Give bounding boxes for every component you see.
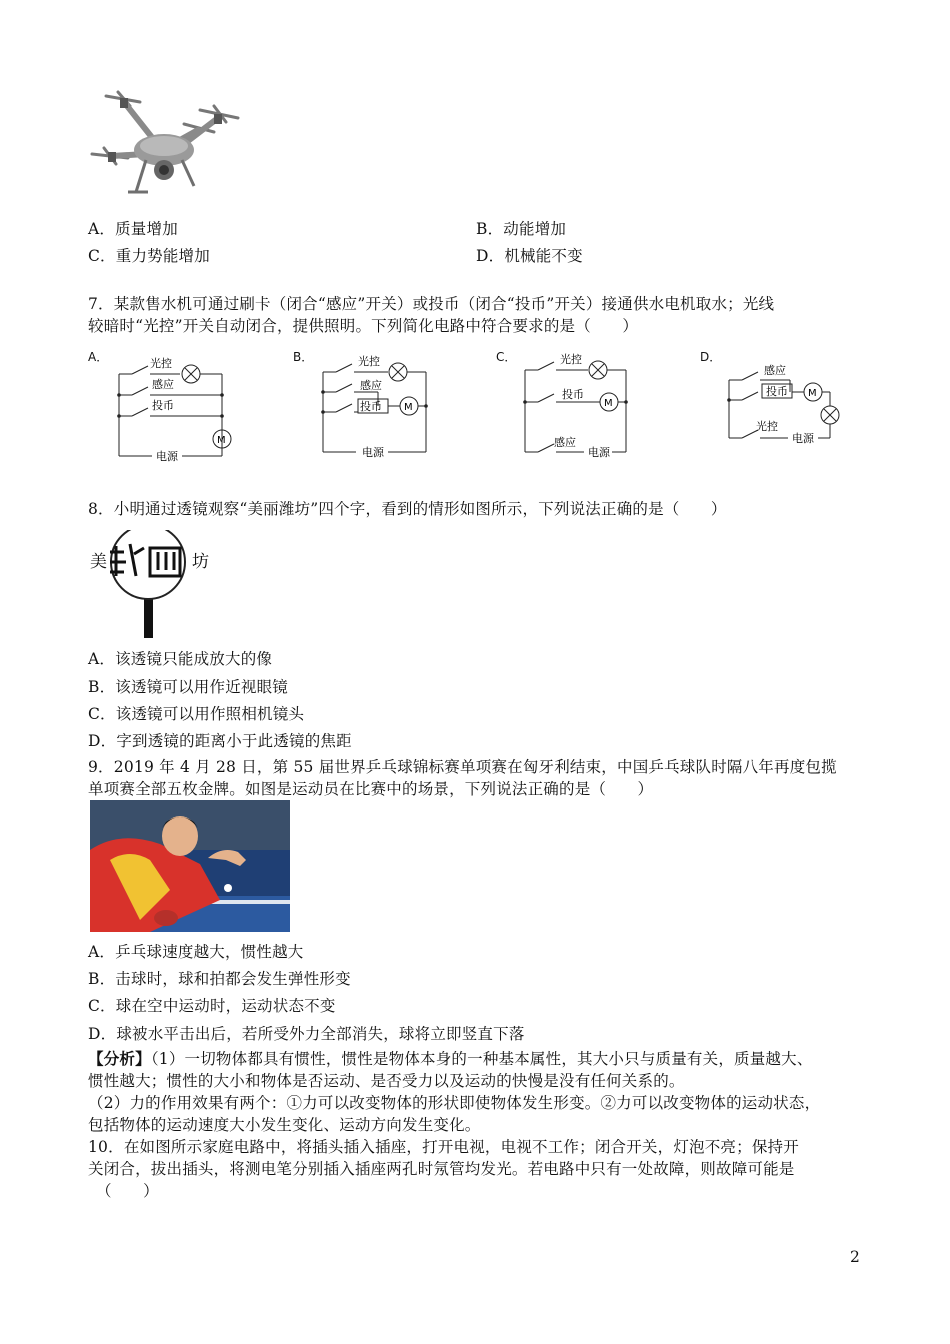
circuit-c-label: C．: [496, 350, 517, 364]
circuit-d-ganying: 感应: [764, 364, 786, 377]
table-tennis-photo: [90, 800, 290, 932]
q10-stem-line1: 10．在如图所示家庭电路中，将插头插入插座，打开电视，电视不工作；闭合开关，灯泡不亮；保持开: [88, 1138, 799, 1156]
magnifier-figure: [88, 530, 218, 642]
q10-stem-line3: （ ）: [96, 1182, 159, 1200]
circuit-c-motor: M: [604, 398, 613, 409]
circuit-a-ganying: 感应: [152, 378, 174, 391]
q9-option-c: C．球在空中运动时，运动状态不变: [88, 997, 336, 1015]
page-number: 2: [850, 1248, 861, 1266]
circuit-d-dianyuan: 电源: [792, 432, 814, 445]
circuit-b-ganying: 感应: [360, 379, 382, 392]
q9-analysis-line1: [88, 1048, 813, 1070]
circuit-b-motor: M: [404, 402, 413, 413]
circuit-a-toubi: 投币: [152, 399, 174, 412]
circuit-d-guangkong: 光控: [756, 420, 778, 433]
circuit-c-dianyuan: 电源: [588, 446, 610, 459]
q6-option-b: B．动能增加: [476, 220, 567, 238]
q8-option-b: B．该透镜可以用作近视眼镜: [88, 678, 288, 696]
q7-stem-line2: 较暗时“光控”开关自动闭合，提供照明。下列简化电路中符合要求的是（ ）: [88, 317, 639, 335]
circuit-b-toubi: 投币: [360, 400, 382, 413]
circuit-c-diagram: [518, 352, 638, 462]
circuit-d-label: D．: [700, 350, 722, 364]
q9-option-a: A．乒乓球速度越大，惯性越大: [88, 943, 304, 961]
circuit-a-label: A．: [88, 350, 109, 364]
q9-analysis-line3: （2）力的作用效果有两个：①力可以改变物体的形状即使物体发生形变。②力可以改变物体的运动状态，: [88, 1094, 821, 1112]
q9-stem-line1: 9．2019 年 4 月 28 日，第 55 届世界乒乓球锦标赛单项赛在匈牙利结束，中国乒乓球队时隔八年再度包揽: [88, 758, 837, 776]
q6-option-c: C．重力势能增加: [88, 247, 210, 265]
analysis-label: 【分析】: [88, 1049, 151, 1068]
circuit-a-guangkong: 光控: [150, 357, 172, 370]
q8-option-d: D．字到透镜的距离小于此透镜的焦距: [88, 732, 352, 750]
q9-analysis-line2: 惯性越大；惯性的大小和物体是否运动、是否受力以及运动的快慢是没有任何关系的。: [88, 1072, 685, 1090]
q6-option-d: D．机械能不变: [476, 247, 583, 265]
q8-stem: 8．小明通过透镜观察“美丽潍坊”四个字，看到的情形如图所示，下列说法正确的是（ ）: [88, 500, 727, 518]
circuit-c-guangkong: 光控: [560, 353, 582, 366]
q9-analysis-line4: 包括物体的运动速度大小发生变化、运动方向发生变化。: [88, 1116, 481, 1134]
q10-stem-line2: 关闭合，拔出插头，将测电笔分别插入插座两孔时氖管均发光。若电路中只有一处故障，则故障可能是: [88, 1160, 795, 1178]
circuit-d-diagram: [722, 360, 852, 450]
q8-option-c: C．该透镜可以用作照相机镜头: [88, 705, 305, 723]
circuit-a-diagram: [112, 352, 242, 464]
circuit-c-ganying: 感应: [554, 436, 576, 449]
circuit-a-motor: M: [217, 435, 226, 446]
circuit-c-toubi: 投币: [562, 388, 584, 401]
q9-option-b: B．击球时，球和拍都会发生弹性形变: [88, 970, 351, 988]
analysis-text-1: （1）一切物体都具有惯性，惯性是物体本身的一种基本属性，其大小只与质量有关，质量越大、: [150, 1050, 813, 1068]
circuit-d-toubi: 投币: [766, 385, 788, 398]
q6-option-a: A．质量增加: [88, 220, 178, 238]
q9-option-d: D．球被水平击出后，若所受外力全部消失，球将立即竖直下落: [88, 1025, 525, 1043]
circuit-b-diagram: [316, 352, 436, 462]
circuit-a-dianyuan: 电源: [156, 450, 178, 463]
circuit-b-label: B．: [293, 350, 314, 364]
q9-stem-line2: 单项赛全部五枚金牌。如图是运动员在比赛中的场景，下列说法正确的是（ ）: [88, 780, 654, 798]
circuit-b-dianyuan: 电源: [362, 446, 384, 459]
q8-option-a: A．该透镜只能成放大的像: [88, 650, 273, 668]
circuit-d-motor: M: [808, 388, 817, 399]
drone-image: [88, 88, 248, 200]
q7-stem-line1: 7．某款售水机可通过刷卡（闭合“感应”开关）或投币（闭合“投币”开关）接通供水电机取水；光线: [88, 295, 775, 313]
magnifier-right-char: 坊: [192, 552, 209, 572]
circuit-b-guangkong: 光控: [358, 355, 380, 368]
magnifier-left-char: 美: [90, 552, 107, 572]
